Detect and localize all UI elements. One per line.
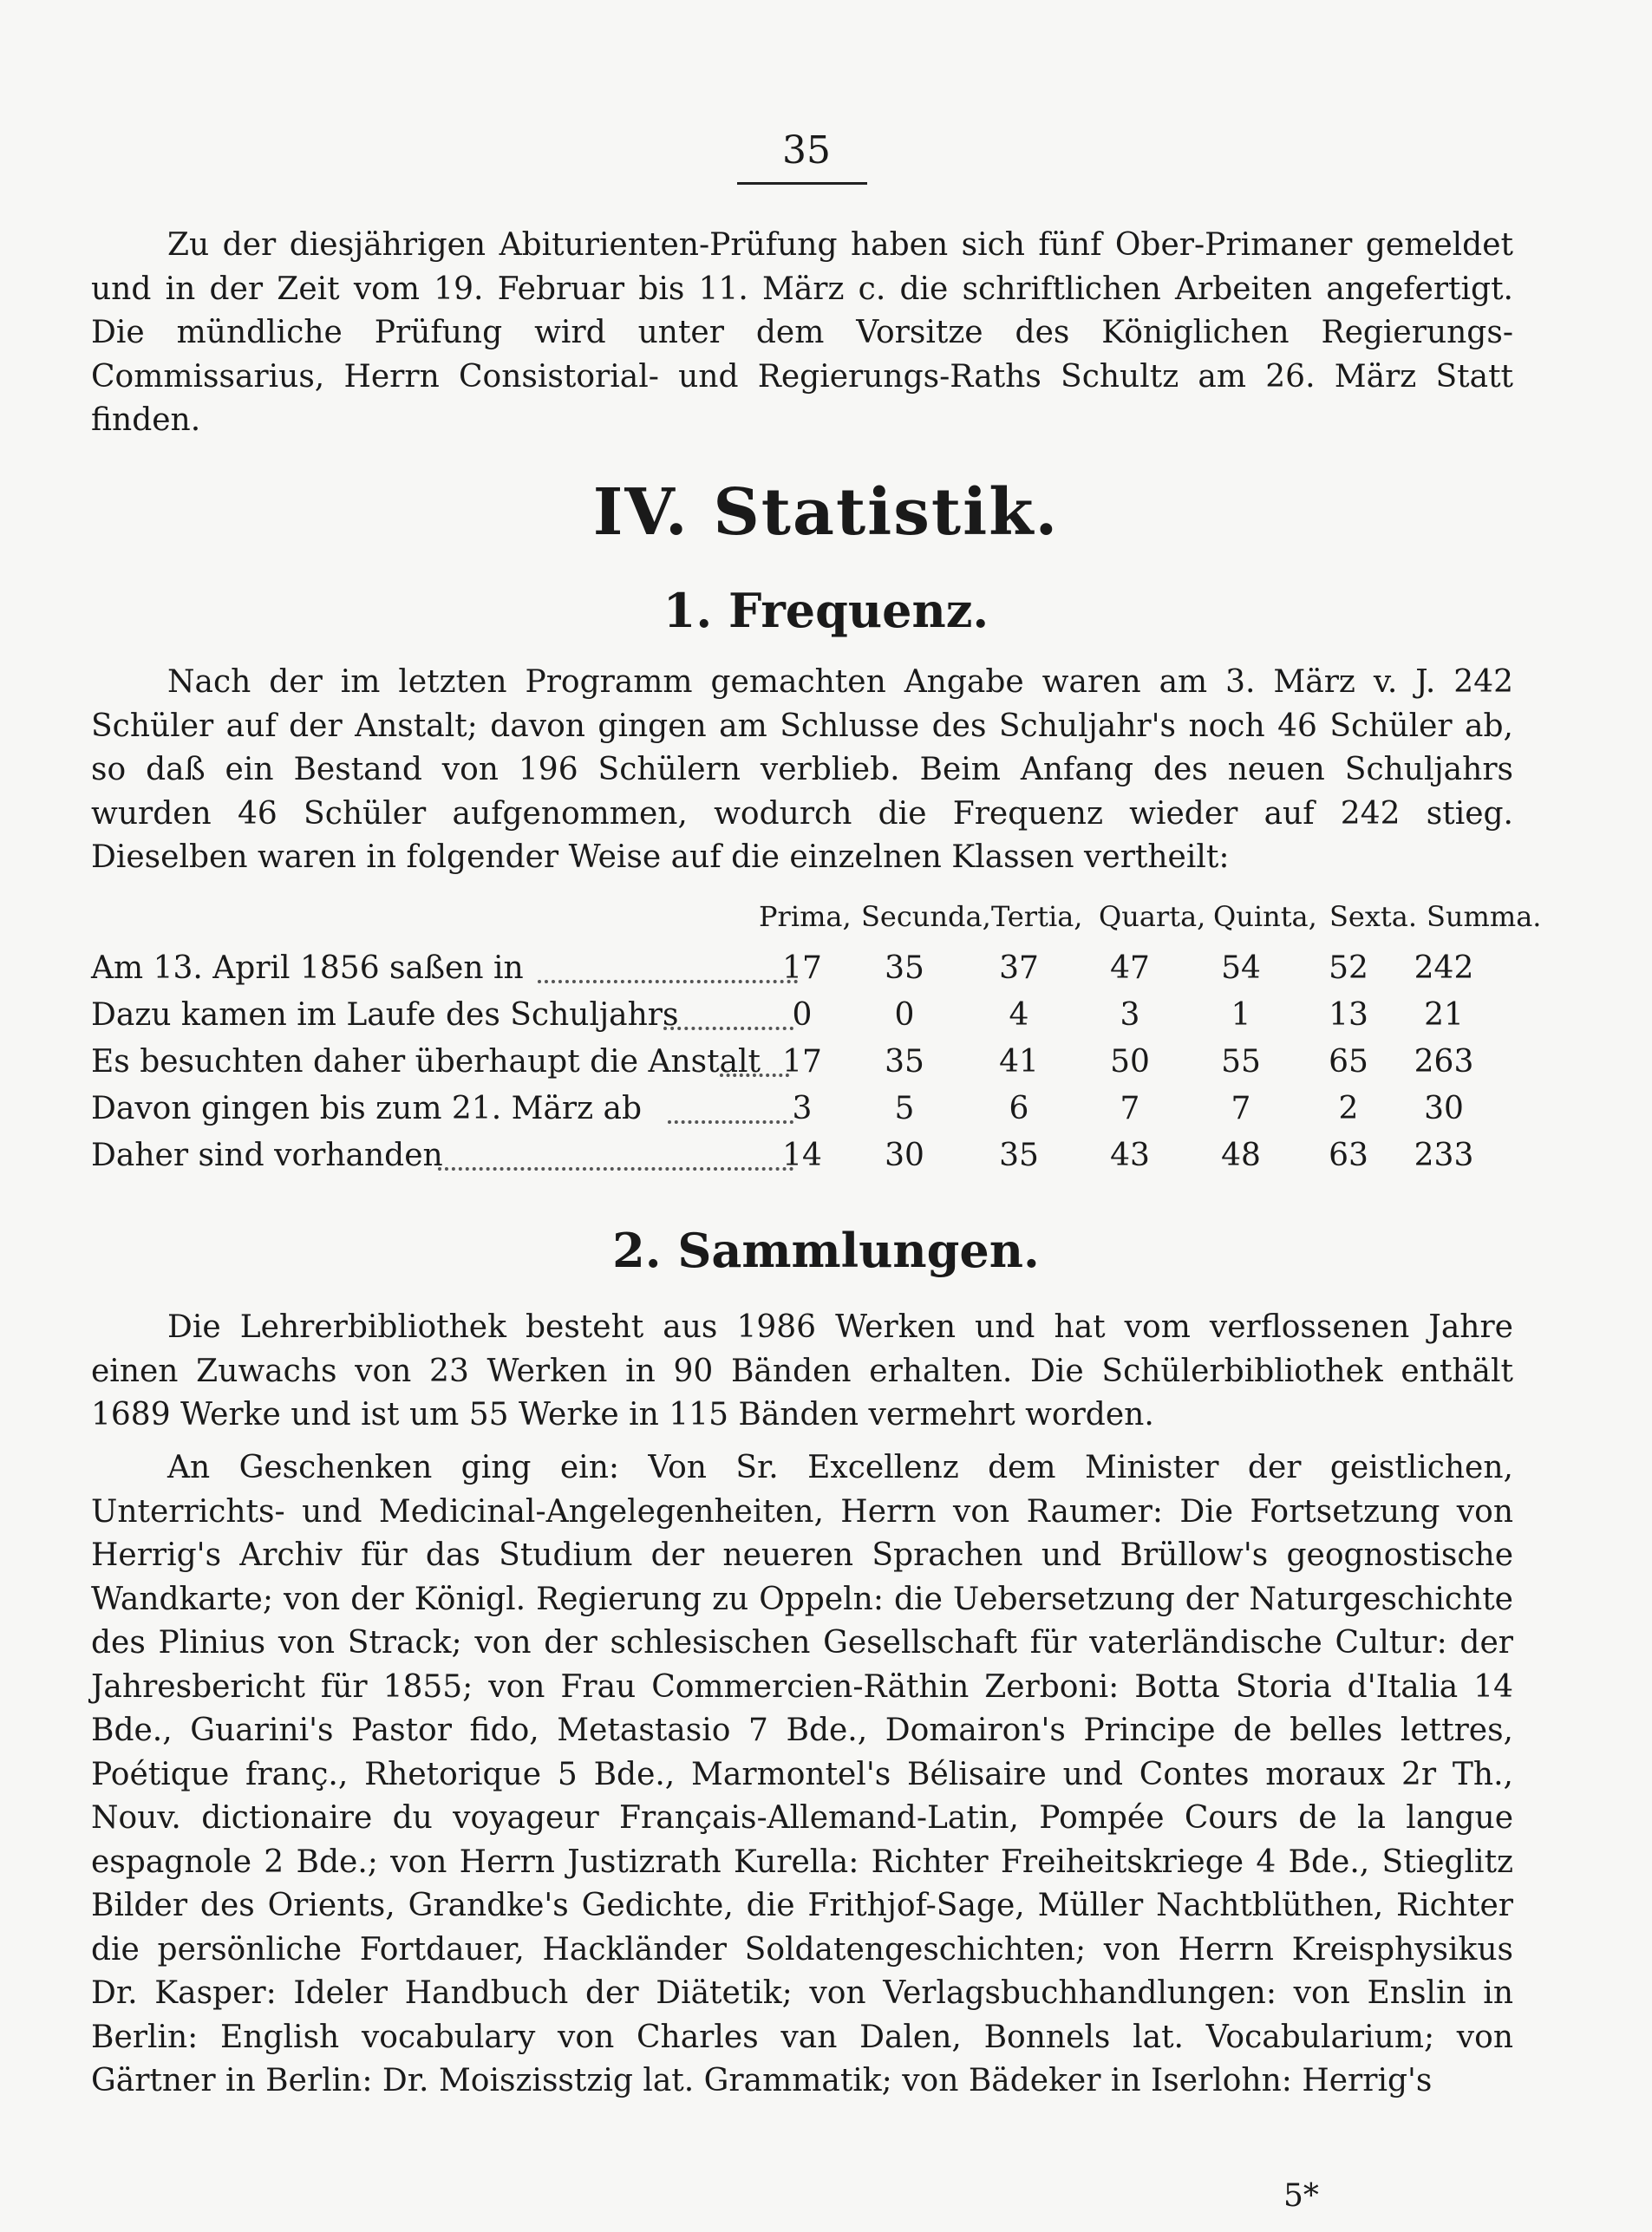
table-header (759, 900, 1600, 943)
row-label: Davon gingen bis zum 21. März ab (91, 1091, 643, 1126)
table-cell: 2 (1338, 1091, 1359, 1126)
table-cell: 4 (1009, 997, 1029, 1033)
table-cell: 14 (782, 1138, 822, 1173)
table-row (91, 1044, 1513, 1091)
row-label: Dazu kamen im Laufe des Schuljahrs (91, 997, 679, 1033)
table-cell: 54 (1221, 950, 1261, 986)
table-row (91, 1091, 1513, 1138)
table-cell: 43 (1110, 1138, 1150, 1173)
section-title: IV. Statistik. (592, 475, 1060, 550)
table-cell: 13 (1329, 997, 1368, 1033)
table-row (91, 997, 1513, 1044)
table-row (91, 1138, 1513, 1185)
table-cell: 37 (999, 950, 1039, 986)
page-number: 35 (782, 128, 831, 173)
intro-paragraph (91, 224, 1513, 443)
subsection-title-sammlungen: 2. Sammlungen. (612, 1223, 1040, 1278)
table-cell: 17 (782, 1044, 822, 1080)
table-cell: 48 (1221, 1138, 1261, 1173)
row-label: Am 13. April 1856 saßen in (91, 950, 524, 986)
table-cell: 21 (1424, 997, 1464, 1033)
sammlungen-paragraph-1 (91, 1306, 1513, 1438)
table-cell: 0 (894, 997, 915, 1033)
table-cell: 3 (792, 1091, 813, 1126)
row-label: Es besuchten daher überhaupt die Anstalt (91, 1044, 761, 1080)
table-cell: 5 (894, 1091, 915, 1126)
table-cell: 7 (1231, 1091, 1251, 1126)
table-cell: 233 (1414, 1138, 1474, 1173)
table-cell: 6 (1009, 1091, 1029, 1126)
table-cell: 35 (885, 1044, 924, 1080)
col-header: Tertia, (991, 900, 1083, 933)
col-header: Summa. (1427, 900, 1542, 933)
table-cell: 242 (1414, 950, 1474, 986)
table-cell: 41 (999, 1044, 1039, 1080)
sammlungen-paragraph-2 (91, 1446, 1513, 2104)
table-cell: 1 (1231, 997, 1251, 1033)
col-header: Secunda, (861, 900, 991, 933)
table-cell: 17 (782, 950, 822, 986)
frequenz-paragraph (91, 661, 1513, 880)
table-cell: 35 (885, 950, 924, 986)
signature-mark: 5* (1283, 2178, 1319, 2214)
table-cell: 55 (1221, 1044, 1261, 1080)
leader-dots (438, 1150, 793, 1171)
frequenz-text: Nach der im letzten Programm gemachten Angabe waren am 3. März v. J. 242 Schüler auf der Anstalt; davon gingen am Schlusse des Schuljahr's noch 46 Schüler ab, so daß ein Bestand von 196 Schülern verblieb. Beim Anfang des neuen Schuljahrs wurden 46 Schüler aufgenommen, wodurch die Frequenz wieder auf 242 stieg. Dieselben waren in folgender Weise auf die einzelnen Klassen vertheilt: (91, 664, 1513, 875)
sammlungen-text-1: Die Lehrerbibliothek besteht aus 1986 Werken und hat vom verflossenen Jahre einen Zuwachs von 23 Werken in 90 Bänden erhalten. Die Schülerbibliothek enthält 1689 Werke und ist um 55 Werke in 115 Bänden vermehrt worden. (91, 1309, 1513, 1433)
table-cell: 35 (999, 1138, 1039, 1173)
table-row (91, 950, 1513, 997)
table-cell: 63 (1329, 1138, 1368, 1173)
col-header: Quarta, (1099, 900, 1206, 933)
intro-text: Zu der diesjährigen Abiturienten-Prüfung haben sich fünf Ober-Primaner gemeldet und in der Zeit vom 19. Februar bis 11. März c. die schriftlichen Arbeiten angefertigt. Die mündliche Prüfung wird unter dem Vorsitze des Königlichen Regierungs-Commissarius, Herrn Consistorial- und Regierungs-Raths Schultz am 26. März Statt finden. (91, 227, 1513, 438)
sammlungen-text-2: An Geschenken ging ein: Von Sr. Excellenz dem Minister der geistlichen, Unterrichts- und Medicinal-Angelegenheiten, Herrn von Raumer: Die Fortsetzung von Herrig's Archiv für das Studium der neueren Sprachen und Brüllow's geognostische Wandkarte; von der Königl. Regierung zu Oppeln: die Uebersetzung der Naturgeschichte des Plinius von Strack; von der schlesischen Gesellschaft für vaterländische Cultur: der Jahresbericht für 1855; von Frau Commercien-Räthin Zerboni: Botta Storia d'Italia 14 Bde., Guarini's Pastor fido, Metastasio 7 Bde., Domairon's Principe de belles lettres, Poétique franç., Rhetorique 5 Bde., Marmontel's Bélisaire und Contes moraux 2r Th., Nouv. dictionaire du voyageur Français-Allemand-Latin, Pompée Cours de la langue espagnole 2 Bde.; von Herrn Justizrath Kurella: Richter Freiheitskriege 4 Bde., Stieglitz Bilder des Orients, Grandke's Gedichte, die Frithjof-Sage, Müller Nachtblüthen, Richter die persönliche Fortdauer, Hackländer Soldatengeschichten; von Herrn Kreisphysikus Dr. Kasper: Ideler Handbuch der Diätetik; von Verlagsbuchhandlungen: von Enslin in Berlin: English vocabulary von Charles van Dalen, Bonnels lat. Vocabularium; von Gärtner in Berlin: Dr. Moiszisstzig lat. Grammatik; von Bädeker in Iserlohn: Herrig's (91, 1450, 1513, 2098)
table-cell: 52 (1329, 950, 1368, 986)
table-cell: 47 (1110, 950, 1150, 986)
table-cell: 0 (792, 997, 813, 1033)
subsection-title-frequenz: 1. Frequenz. (663, 583, 989, 638)
table-cell: 7 (1120, 1091, 1140, 1126)
page-number-rule (737, 182, 867, 185)
table-cell: 263 (1414, 1044, 1474, 1080)
table-cell: 30 (885, 1138, 924, 1173)
table-cell: 30 (1424, 1091, 1464, 1126)
table-cell: 3 (1120, 997, 1140, 1033)
row-label: Daher sind vorhanden (91, 1138, 443, 1173)
col-header: Quinta, (1213, 900, 1317, 933)
col-header: Prima, (759, 900, 852, 933)
table-cell: 50 (1110, 1044, 1150, 1080)
table-cell: 65 (1329, 1044, 1368, 1080)
col-header: Sexta. (1329, 900, 1418, 933)
